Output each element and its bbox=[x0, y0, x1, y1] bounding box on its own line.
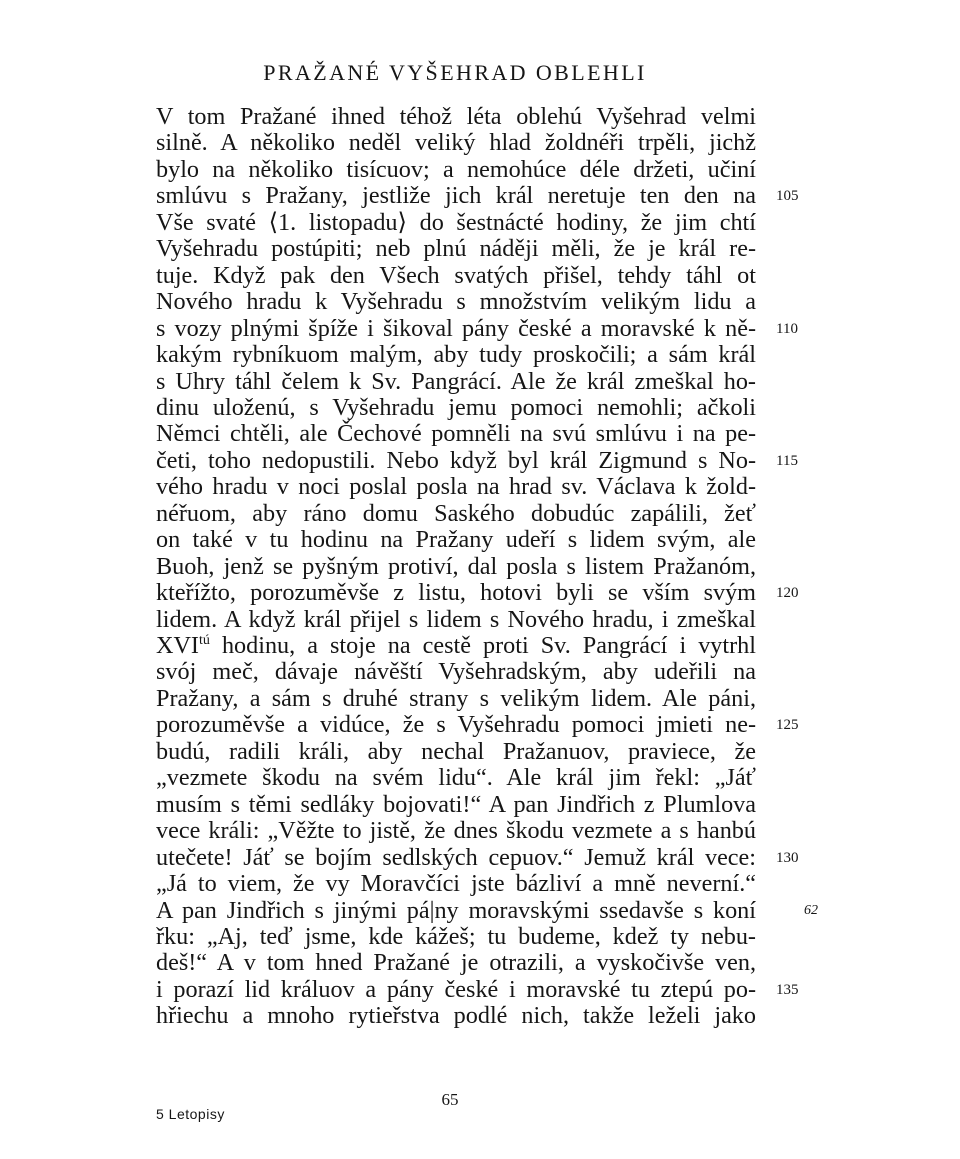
text-line: s Uhry táhl čelem k Sv. Pangrácí. Ale že král zmeškal ho- bbox=[156, 367, 756, 395]
text-line: i porazí lid králuov a pány české i moravské tu ztepú po- bbox=[156, 975, 756, 1003]
roman-numeral: XVI bbox=[156, 632, 199, 659]
text-line: dinu uloženú, s Vyšehradu jemu pomoci nemohli; ačkoli bbox=[156, 393, 756, 421]
text-line: porozuměvše a vidúce, že s Vyšehradu pomoci jmieti ne- bbox=[156, 711, 756, 739]
line-number-marker: 125 bbox=[776, 717, 799, 734]
text-line: četi, toho nedopustili. Nebo když byl král Zigmund s No- bbox=[156, 446, 756, 474]
text-line: řku: „Aj, teď jsme, kde kážeš; tu budeme, kdež ty nebu- bbox=[156, 922, 756, 950]
text-line: „vezmete škodu na svém lidu“. Ale král jim řekl: „Jáť bbox=[156, 764, 756, 792]
text-line: Vyšehradu postúpiti; neb plnú náději měli, že je král re- bbox=[156, 235, 756, 263]
line-number-marker: 120 bbox=[776, 585, 799, 602]
page-number: 65 bbox=[441, 1090, 459, 1109]
text-line: A pan Jindřich s jinými pá|ny moravskými ssedavše s koní bbox=[156, 896, 756, 924]
line-number-marker: 110 bbox=[776, 320, 798, 337]
text-line: tuje. Když pak den Všech svatých přišel, tehdy táhl ot bbox=[156, 261, 756, 289]
text-line: budú, radili králi, aby nechal Pražanuov, praviece, že bbox=[156, 737, 756, 765]
text-line: silně. A několiko neděl veliký hlad žoldnéři trpěli, jichž bbox=[156, 129, 756, 157]
text-line: kakým rybníkuom malým, aby tudy proskočili; a sám král bbox=[156, 341, 756, 369]
text-line: s vozy plnými špíže i šikoval pány české a moravské k ně- bbox=[156, 314, 756, 342]
text-line: bylo na několiko tisícuov; a nemohúce déle držeti, učiní bbox=[156, 155, 756, 183]
text-line: smlúvu s Pražany, jestliže jich král neretuje ten den na bbox=[156, 182, 756, 210]
line-number-marker: 115 bbox=[776, 452, 798, 469]
source-page-marker: 62 bbox=[804, 902, 818, 918]
text-line: Pražany, a sám s druhé strany s velikým lidem. Ale páni, bbox=[156, 684, 756, 712]
printer-signature: 5 Letopisy bbox=[156, 1106, 225, 1122]
text-line: V tom Pražané ihned téhož léta oblehú Vyšehrad velmi bbox=[156, 103, 756, 130]
superscript-ending: tú bbox=[199, 632, 210, 648]
text-line: néřuom, aby ráno domu Saského dobudúc zapálili, žeť bbox=[156, 499, 756, 527]
text-line: on také v tu hodinu na Pražany udeří s lidem svým, ale bbox=[156, 526, 756, 554]
line-number-marker: 105 bbox=[776, 188, 799, 205]
text-line: hřiechu a mnoho rytieřstva podlé nich, takže leželi jako bbox=[156, 1002, 756, 1030]
line-number-marker: 130 bbox=[776, 849, 799, 866]
text-line: deš!“ A v tom hned Pražané je otrazili, a vyskočivše ven, bbox=[156, 949, 756, 977]
text-line: Buoh, jenž se pyšným protiví, dal posla s listem Pražanóm, bbox=[156, 552, 756, 580]
text-line: musím s těmi sedláky bojovati!“ A pan Jindřich z Plumlova bbox=[156, 790, 756, 818]
text-line: vece králi: „Věžte to jistě, že dnes škodu vezmete a s hanbú bbox=[156, 817, 756, 845]
text-line: Nového hradu k Vyšehradu s množstvím velikým lidu a bbox=[156, 288, 756, 316]
line-number-marker: 135 bbox=[776, 981, 799, 998]
text-line: Němci chtěli, ale Čechové pomněli na svú smlúvu i na pe- bbox=[156, 420, 756, 448]
text-line bbox=[156, 633, 756, 659]
text-line: vého hradu v noci poslal posla na hrad sv. Václava k žold- bbox=[156, 473, 756, 501]
text-line: svój meč, dávaje návěští Vyšehradským, aby udeřili na bbox=[156, 658, 756, 686]
text-line: lidem. A když král přijel s lidem s Nového hradu, i zmeškal bbox=[156, 605, 756, 633]
text-line: utečete! Jáť se bojím sedlských cepuov.“ Jemuž král vece: bbox=[156, 843, 756, 871]
text-line: „Já to viem, že vy Moravčíci jste bázliví a mně neverní.“ bbox=[156, 870, 756, 898]
running-head: PRAŽANÉ VYŠEHRAD OBLEHLI bbox=[263, 60, 647, 85]
text-line: kteřížto, porozuměvše z listu, hotovi byli se vším svým bbox=[156, 579, 756, 607]
line-remainder: hodinu, a stoje na cestě proti Sv. Pangrácí i vytrhl bbox=[221, 632, 756, 659]
text-line: Vše svaté ⟨1. listopadu⟩ do šestnácté hodiny, že jim chtí bbox=[156, 208, 756, 236]
